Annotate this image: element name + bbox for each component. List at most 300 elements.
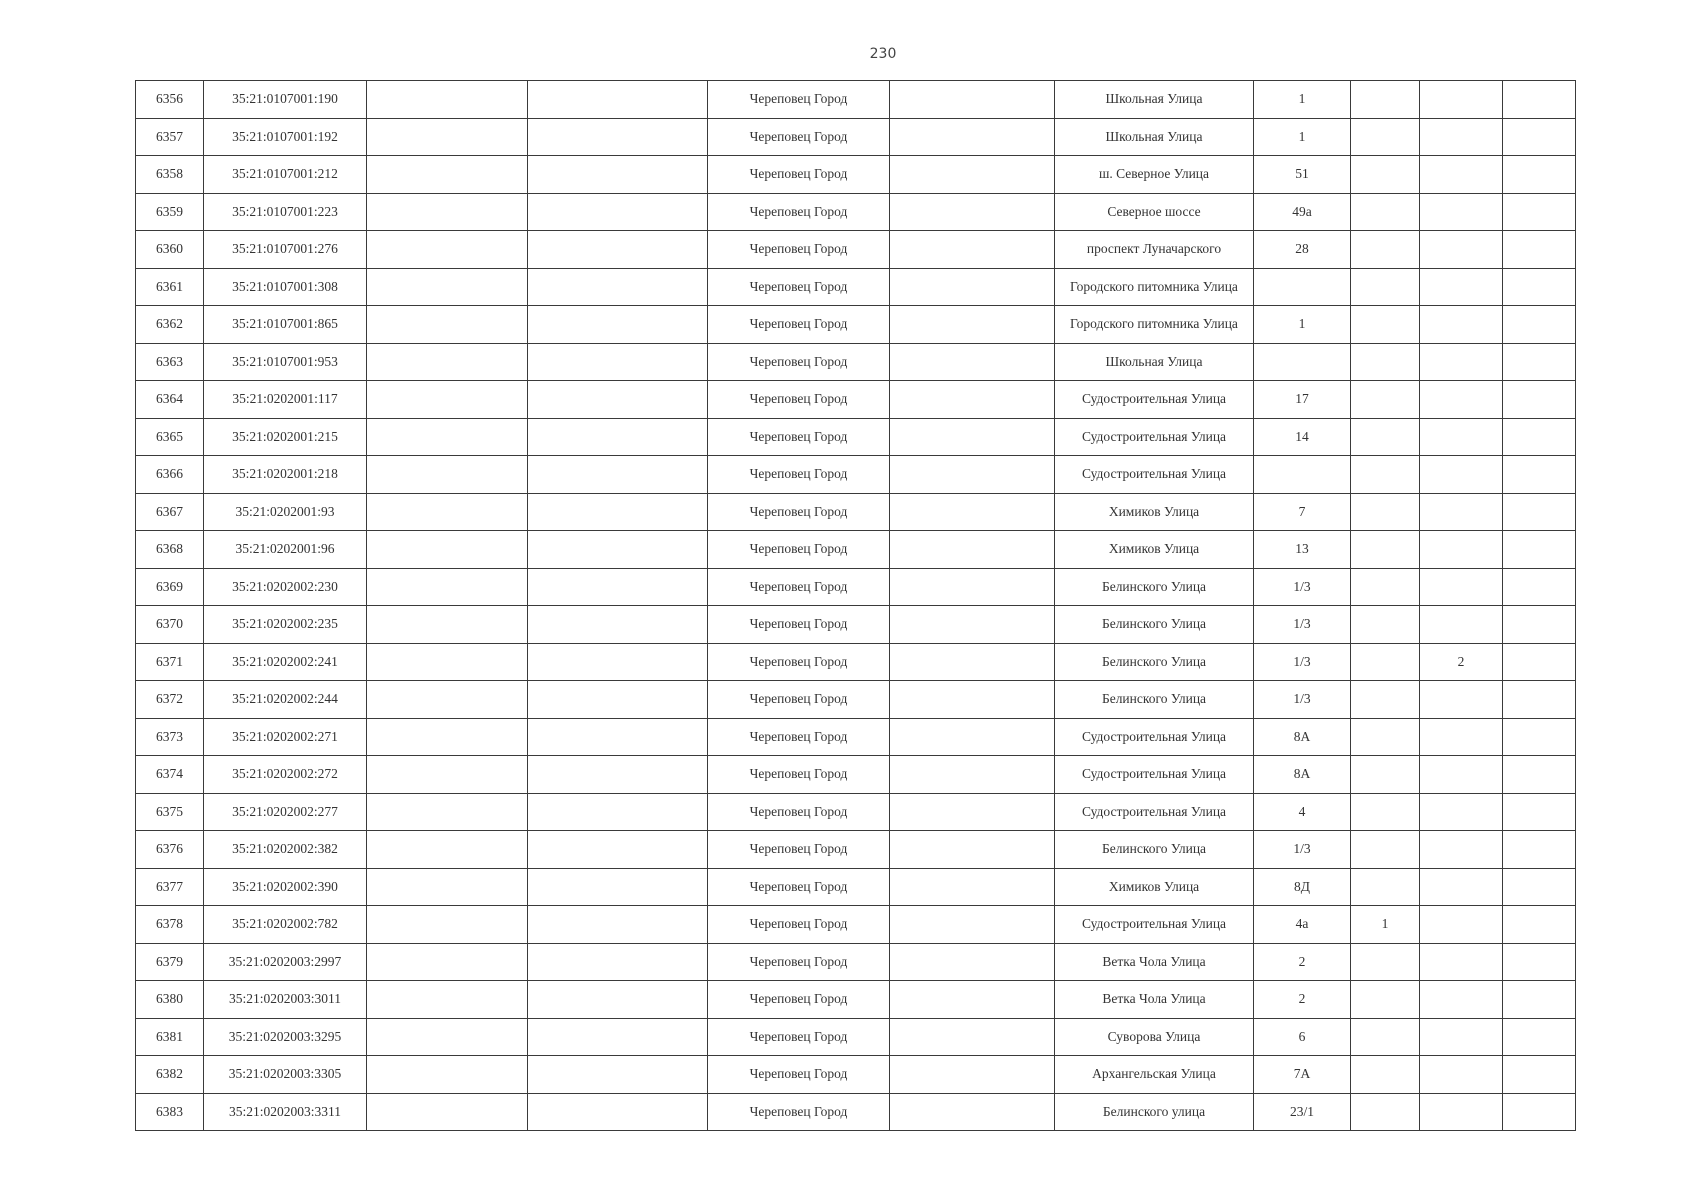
street-cell: Химиков Улица xyxy=(1055,493,1254,531)
empty-cell xyxy=(528,118,708,156)
registry-table xyxy=(135,80,1576,1131)
cadastral-number-cell: 35:21:0202002:782 xyxy=(204,906,367,944)
city-cell: Череповец Город xyxy=(708,306,890,344)
flat-cell xyxy=(1420,81,1503,119)
row-number-cell: 6360 xyxy=(136,231,204,269)
house-number-cell: 1/3 xyxy=(1254,643,1351,681)
cadastral-number-cell: 35:21:0202003:3295 xyxy=(204,1018,367,1056)
empty-cell xyxy=(528,643,708,681)
house-number-cell: 23/1 xyxy=(1254,1093,1351,1131)
house-number-cell: 17 xyxy=(1254,381,1351,419)
empty-cell xyxy=(367,81,528,119)
house-number-cell: 6 xyxy=(1254,1018,1351,1056)
house-number-cell: 14 xyxy=(1254,418,1351,456)
row-number-cell: 6369 xyxy=(136,568,204,606)
city-cell: Череповец Город xyxy=(708,493,890,531)
empty-cell xyxy=(528,1056,708,1094)
city-cell: Череповец Город xyxy=(708,793,890,831)
street-cell: Ветка Чола Улица xyxy=(1055,943,1254,981)
row-number-cell: 6359 xyxy=(136,193,204,231)
row-number-cell: 6362 xyxy=(136,306,204,344)
empty-cell xyxy=(528,456,708,494)
empty-cell xyxy=(528,531,708,569)
city-cell: Череповец Город xyxy=(708,568,890,606)
empty-cell xyxy=(528,868,708,906)
house-number-cell: 13 xyxy=(1254,531,1351,569)
city-cell: Череповец Город xyxy=(708,1093,890,1131)
empty-cell xyxy=(367,568,528,606)
street-cell: Химиков Улица xyxy=(1055,868,1254,906)
flat-cell xyxy=(1420,793,1503,831)
cadastral-number-cell: 35:21:0202003:3305 xyxy=(204,1056,367,1094)
flat-cell xyxy=(1420,531,1503,569)
row-number-cell: 6365 xyxy=(136,418,204,456)
cadastral-number-cell: 35:21:0202001:96 xyxy=(204,531,367,569)
table-row xyxy=(136,981,1576,1019)
table-row xyxy=(136,531,1576,569)
row-number-cell: 6383 xyxy=(136,1093,204,1131)
house-number-cell: 1/3 xyxy=(1254,606,1351,644)
empty-cell xyxy=(1503,606,1576,644)
empty-cell xyxy=(367,231,528,269)
empty-cell xyxy=(1503,718,1576,756)
flat-cell xyxy=(1420,231,1503,269)
table-row xyxy=(136,343,1576,381)
flat-cell xyxy=(1420,1018,1503,1056)
cadastral-number-cell: 35:21:0107001:953 xyxy=(204,343,367,381)
table-row xyxy=(136,1093,1576,1131)
house-number-cell: 4 xyxy=(1254,793,1351,831)
cadastral-number-cell: 35:21:0202001:215 xyxy=(204,418,367,456)
row-number-cell: 6371 xyxy=(136,643,204,681)
empty-cell xyxy=(367,756,528,794)
street-cell: Белинского улица xyxy=(1055,1093,1254,1131)
row-number-cell: 6372 xyxy=(136,681,204,719)
cadastral-number-cell: 35:21:0202002:230 xyxy=(204,568,367,606)
house-number-cell xyxy=(1254,343,1351,381)
empty-cell xyxy=(367,1056,528,1094)
empty-cell xyxy=(1503,981,1576,1019)
city-cell: Череповец Город xyxy=(708,643,890,681)
city-cell: Череповец Город xyxy=(708,156,890,194)
empty-cell xyxy=(367,193,528,231)
empty-cell xyxy=(367,1093,528,1131)
empty-cell xyxy=(890,193,1055,231)
row-number-cell: 6367 xyxy=(136,493,204,531)
table-row xyxy=(136,381,1576,419)
city-cell: Череповец Город xyxy=(708,231,890,269)
street-cell: Городского питомника Улица xyxy=(1055,268,1254,306)
empty-cell xyxy=(528,906,708,944)
house-number-cell: 28 xyxy=(1254,231,1351,269)
house-number-cell: 8А xyxy=(1254,718,1351,756)
building-cell xyxy=(1351,606,1420,644)
flat-cell: 2 xyxy=(1420,643,1503,681)
house-number-cell: 4а xyxy=(1254,906,1351,944)
empty-cell xyxy=(1503,118,1576,156)
empty-cell xyxy=(367,606,528,644)
building-cell xyxy=(1351,981,1420,1019)
empty-cell xyxy=(367,943,528,981)
empty-cell xyxy=(1503,868,1576,906)
table-row xyxy=(136,718,1576,756)
empty-cell xyxy=(1503,756,1576,794)
empty-cell xyxy=(890,306,1055,344)
row-number-cell: 6366 xyxy=(136,456,204,494)
street-cell: Судостроительная Улица xyxy=(1055,456,1254,494)
row-number-cell: 6368 xyxy=(136,531,204,569)
city-cell: Череповец Город xyxy=(708,756,890,794)
empty-cell xyxy=(367,531,528,569)
empty-cell xyxy=(367,1018,528,1056)
house-number-cell xyxy=(1254,268,1351,306)
house-number-cell: 1 xyxy=(1254,81,1351,119)
flat-cell xyxy=(1420,418,1503,456)
building-cell xyxy=(1351,681,1420,719)
empty-cell xyxy=(890,118,1055,156)
city-cell: Череповец Город xyxy=(708,381,890,419)
building-cell xyxy=(1351,793,1420,831)
street-cell: ш. Северное Улица xyxy=(1055,156,1254,194)
table-row xyxy=(136,231,1576,269)
row-number-cell: 6381 xyxy=(136,1018,204,1056)
building-cell xyxy=(1351,868,1420,906)
house-number-cell: 49а xyxy=(1254,193,1351,231)
building-cell xyxy=(1351,943,1420,981)
empty-cell xyxy=(1503,943,1576,981)
table-row xyxy=(136,756,1576,794)
street-cell: Судостроительная Улица xyxy=(1055,793,1254,831)
row-number-cell: 6357 xyxy=(136,118,204,156)
empty-cell xyxy=(890,343,1055,381)
empty-cell xyxy=(367,718,528,756)
table-row xyxy=(136,418,1576,456)
street-cell: Суворова Улица xyxy=(1055,1018,1254,1056)
city-cell: Череповец Город xyxy=(708,456,890,494)
city-cell: Череповец Город xyxy=(708,906,890,944)
cadastral-number-cell: 35:21:0202003:2997 xyxy=(204,943,367,981)
empty-cell xyxy=(890,156,1055,194)
empty-cell xyxy=(1503,1093,1576,1131)
street-cell: Судостроительная Улица xyxy=(1055,381,1254,419)
empty-cell xyxy=(367,793,528,831)
empty-cell xyxy=(1503,343,1576,381)
street-cell: Городского питомника Улица xyxy=(1055,306,1254,344)
row-number-cell: 6379 xyxy=(136,943,204,981)
flat-cell xyxy=(1420,718,1503,756)
empty-cell xyxy=(1503,268,1576,306)
row-number-cell: 6377 xyxy=(136,868,204,906)
empty-cell xyxy=(528,981,708,1019)
empty-cell xyxy=(528,1018,708,1056)
empty-cell xyxy=(890,1018,1055,1056)
row-number-cell: 6373 xyxy=(136,718,204,756)
building-cell xyxy=(1351,831,1420,869)
flat-cell xyxy=(1420,831,1503,869)
table-row xyxy=(136,643,1576,681)
flat-cell xyxy=(1420,456,1503,494)
street-cell: Белинского Улица xyxy=(1055,831,1254,869)
flat-cell xyxy=(1420,981,1503,1019)
empty-cell xyxy=(528,343,708,381)
cadastral-number-cell: 35:21:0202002:271 xyxy=(204,718,367,756)
table-row xyxy=(136,831,1576,869)
building-cell xyxy=(1351,756,1420,794)
cadastral-number-cell: 35:21:0202002:277 xyxy=(204,793,367,831)
cadastral-number-cell: 35:21:0107001:192 xyxy=(204,118,367,156)
flat-cell xyxy=(1420,681,1503,719)
building-cell xyxy=(1351,156,1420,194)
street-cell: проспект Луначарского xyxy=(1055,231,1254,269)
street-cell: Ветка Чола Улица xyxy=(1055,981,1254,1019)
empty-cell xyxy=(890,793,1055,831)
cadastral-number-cell: 35:21:0202001:117 xyxy=(204,381,367,419)
city-cell: Череповец Город xyxy=(708,606,890,644)
street-cell: Школьная Улица xyxy=(1055,118,1254,156)
empty-cell xyxy=(1503,156,1576,194)
empty-cell xyxy=(1503,193,1576,231)
empty-cell xyxy=(528,831,708,869)
flat-cell xyxy=(1420,756,1503,794)
cadastral-number-cell: 35:21:0202002:235 xyxy=(204,606,367,644)
flat-cell xyxy=(1420,381,1503,419)
row-number-cell: 6382 xyxy=(136,1056,204,1094)
city-cell: Череповец Город xyxy=(708,681,890,719)
empty-cell xyxy=(890,418,1055,456)
table-row xyxy=(136,943,1576,981)
empty-cell xyxy=(367,268,528,306)
street-cell: Школьная Улица xyxy=(1055,343,1254,381)
table-row xyxy=(136,456,1576,494)
empty-cell xyxy=(528,681,708,719)
cadastral-number-cell: 35:21:0202001:218 xyxy=(204,456,367,494)
building-cell xyxy=(1351,193,1420,231)
building-cell xyxy=(1351,418,1420,456)
building-cell xyxy=(1351,718,1420,756)
empty-cell xyxy=(890,381,1055,419)
house-number-cell: 2 xyxy=(1254,981,1351,1019)
page-number: 230 xyxy=(869,46,897,62)
house-number-cell xyxy=(1254,456,1351,494)
table-row xyxy=(136,81,1576,119)
house-number-cell: 7 xyxy=(1254,493,1351,531)
table-row xyxy=(136,1056,1576,1094)
empty-cell xyxy=(1503,306,1576,344)
empty-cell xyxy=(1503,531,1576,569)
row-number-cell: 6370 xyxy=(136,606,204,644)
empty-cell xyxy=(1503,381,1576,419)
cadastral-number-cell: 35:21:0202002:390 xyxy=(204,868,367,906)
row-number-cell: 6378 xyxy=(136,906,204,944)
building-cell xyxy=(1351,493,1420,531)
building-cell xyxy=(1351,81,1420,119)
street-cell: Судостроительная Улица xyxy=(1055,718,1254,756)
empty-cell xyxy=(890,756,1055,794)
flat-cell xyxy=(1420,868,1503,906)
building-cell xyxy=(1351,381,1420,419)
empty-cell xyxy=(890,831,1055,869)
table-row xyxy=(136,1018,1576,1056)
empty-cell xyxy=(367,306,528,344)
flat-cell xyxy=(1420,1093,1503,1131)
cadastral-number-cell: 35:21:0107001:223 xyxy=(204,193,367,231)
empty-cell xyxy=(1503,1056,1576,1094)
empty-cell xyxy=(367,493,528,531)
house-number-cell: 51 xyxy=(1254,156,1351,194)
empty-cell xyxy=(890,681,1055,719)
cadastral-number-cell: 35:21:0107001:308 xyxy=(204,268,367,306)
flat-cell xyxy=(1420,306,1503,344)
table-row xyxy=(136,493,1576,531)
house-number-cell: 7А xyxy=(1254,1056,1351,1094)
table-row xyxy=(136,306,1576,344)
cadastral-number-cell: 35:21:0202003:3011 xyxy=(204,981,367,1019)
empty-cell xyxy=(1503,231,1576,269)
city-cell: Череповец Город xyxy=(708,981,890,1019)
building-cell xyxy=(1351,1093,1420,1131)
empty-cell xyxy=(1503,831,1576,869)
empty-cell xyxy=(890,456,1055,494)
empty-cell xyxy=(890,1056,1055,1094)
table-row xyxy=(136,193,1576,231)
street-cell: Белинского Улица xyxy=(1055,568,1254,606)
street-cell: Белинского Улица xyxy=(1055,643,1254,681)
row-number-cell: 6364 xyxy=(136,381,204,419)
street-cell: Химиков Улица xyxy=(1055,531,1254,569)
city-cell: Череповец Город xyxy=(708,1018,890,1056)
empty-cell xyxy=(890,943,1055,981)
cadastral-number-cell: 35:21:0202002:241 xyxy=(204,643,367,681)
street-cell: Школьная Улица xyxy=(1055,81,1254,119)
flat-cell xyxy=(1420,943,1503,981)
empty-cell xyxy=(367,643,528,681)
city-cell: Череповец Город xyxy=(708,118,890,156)
empty-cell xyxy=(890,606,1055,644)
empty-cell xyxy=(528,606,708,644)
building-cell: 1 xyxy=(1351,906,1420,944)
empty-cell xyxy=(1503,643,1576,681)
street-cell: Архангельская Улица xyxy=(1055,1056,1254,1094)
row-number-cell: 6358 xyxy=(136,156,204,194)
empty-cell xyxy=(1503,493,1576,531)
empty-cell xyxy=(528,381,708,419)
empty-cell xyxy=(367,343,528,381)
empty-cell xyxy=(1503,906,1576,944)
building-cell xyxy=(1351,1018,1420,1056)
flat-cell xyxy=(1420,343,1503,381)
empty-cell xyxy=(890,906,1055,944)
row-number-cell: 6375 xyxy=(136,793,204,831)
city-cell: Череповец Город xyxy=(708,718,890,756)
street-cell: Судостроительная Улица xyxy=(1055,756,1254,794)
empty-cell xyxy=(528,81,708,119)
empty-cell xyxy=(890,981,1055,1019)
empty-cell xyxy=(528,1093,708,1131)
city-cell: Череповец Город xyxy=(708,531,890,569)
building-cell xyxy=(1351,643,1420,681)
empty-cell xyxy=(367,681,528,719)
table-row xyxy=(136,793,1576,831)
table-row xyxy=(136,606,1576,644)
empty-cell xyxy=(528,756,708,794)
flat-cell xyxy=(1420,268,1503,306)
building-cell xyxy=(1351,306,1420,344)
empty-cell xyxy=(528,943,708,981)
flat-cell xyxy=(1420,606,1503,644)
city-cell: Череповец Город xyxy=(708,81,890,119)
cadastral-number-cell: 35:21:0107001:212 xyxy=(204,156,367,194)
table-row xyxy=(136,681,1576,719)
table-row xyxy=(136,268,1576,306)
table-row xyxy=(136,868,1576,906)
empty-cell xyxy=(528,418,708,456)
house-number-cell: 2 xyxy=(1254,943,1351,981)
street-cell: Белинского Улица xyxy=(1055,681,1254,719)
row-number-cell: 6374 xyxy=(136,756,204,794)
city-cell: Череповец Город xyxy=(708,268,890,306)
empty-cell xyxy=(890,268,1055,306)
street-cell: Белинского Улица xyxy=(1055,606,1254,644)
cadastral-number-cell: 35:21:0107001:276 xyxy=(204,231,367,269)
house-number-cell: 8Д xyxy=(1254,868,1351,906)
building-cell xyxy=(1351,268,1420,306)
building-cell xyxy=(1351,343,1420,381)
empty-cell xyxy=(367,456,528,494)
cadastral-number-cell: 35:21:0107001:865 xyxy=(204,306,367,344)
empty-cell xyxy=(367,868,528,906)
empty-cell xyxy=(528,718,708,756)
empty-cell xyxy=(1503,568,1576,606)
city-cell: Череповец Город xyxy=(708,943,890,981)
flat-cell xyxy=(1420,1056,1503,1094)
street-cell: Судостроительная Улица xyxy=(1055,418,1254,456)
row-number-cell: 6376 xyxy=(136,831,204,869)
house-number-cell: 1/3 xyxy=(1254,831,1351,869)
table-row xyxy=(136,568,1576,606)
flat-cell xyxy=(1420,493,1503,531)
table-row xyxy=(136,906,1576,944)
street-cell: Судостроительная Улица xyxy=(1055,906,1254,944)
city-cell: Череповец Город xyxy=(708,343,890,381)
empty-cell xyxy=(528,306,708,344)
empty-cell xyxy=(890,531,1055,569)
building-cell xyxy=(1351,1056,1420,1094)
flat-cell xyxy=(1420,193,1503,231)
table-row xyxy=(136,156,1576,194)
empty-cell xyxy=(528,156,708,194)
row-number-cell: 6356 xyxy=(136,81,204,119)
flat-cell xyxy=(1420,906,1503,944)
empty-cell xyxy=(890,81,1055,119)
empty-cell xyxy=(367,981,528,1019)
empty-cell xyxy=(1503,456,1576,494)
cadastral-number-cell: 35:21:0202003:3311 xyxy=(204,1093,367,1131)
empty-cell xyxy=(367,381,528,419)
city-cell: Череповец Город xyxy=(708,868,890,906)
cadastral-number-cell: 35:21:0202002:244 xyxy=(204,681,367,719)
empty-cell xyxy=(1503,681,1576,719)
row-number-cell: 6380 xyxy=(136,981,204,1019)
empty-cell xyxy=(367,418,528,456)
empty-cell xyxy=(1503,81,1576,119)
house-number-cell: 1/3 xyxy=(1254,681,1351,719)
city-cell: Череповец Город xyxy=(708,1056,890,1094)
flat-cell xyxy=(1420,156,1503,194)
empty-cell xyxy=(890,493,1055,531)
empty-cell xyxy=(367,906,528,944)
flat-cell xyxy=(1420,568,1503,606)
table-row xyxy=(136,118,1576,156)
